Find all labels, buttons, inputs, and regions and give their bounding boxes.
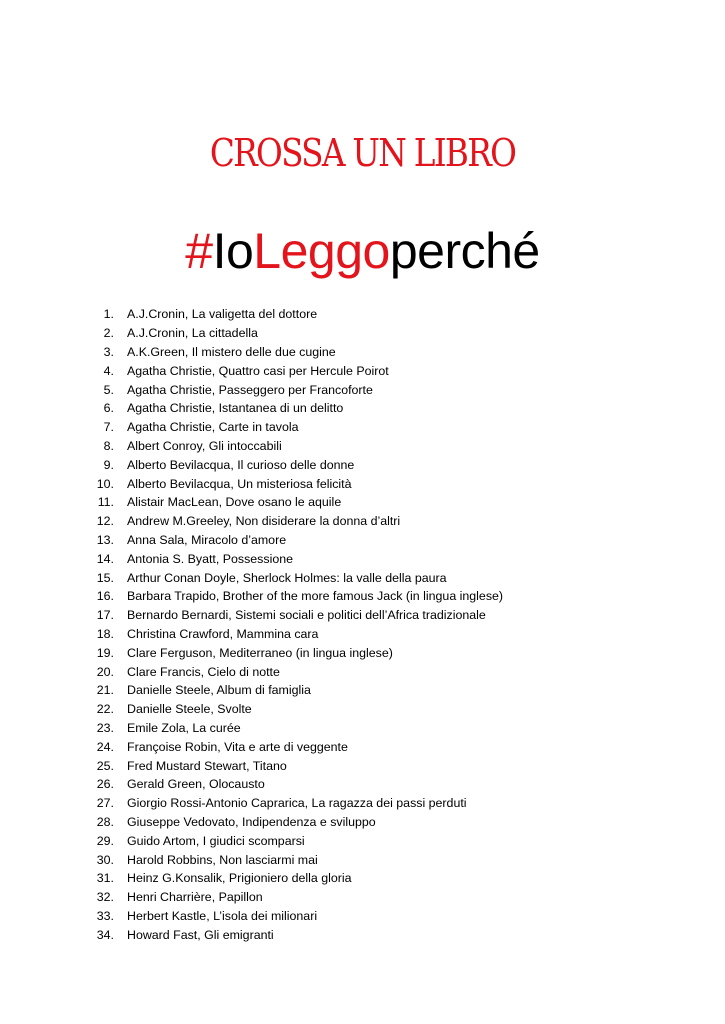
list-item-text: Alberto Bevilacqua, Un misteriosa felicità xyxy=(127,476,352,491)
list-item xyxy=(88,361,688,380)
list-item xyxy=(88,850,688,869)
list-item-text: Arthur Conan Doyle, Sherlock Holmes: la valle della paura xyxy=(127,570,447,585)
list-item-number: 12. xyxy=(96,514,114,529)
list-item-number: 7. xyxy=(103,420,114,435)
hashtag-symbol: # xyxy=(185,223,213,279)
list-item-number: 18. xyxy=(96,626,114,641)
list-item-number: 8. xyxy=(103,438,114,453)
list-item-text: Danielle Steele, Svolte xyxy=(127,702,252,717)
list-item-text: Andrew M.Greeley, Non disiderare la donna d’altri xyxy=(127,514,401,529)
list-item-number: 34. xyxy=(96,927,114,942)
document-title: CROSSA UN LIBRO xyxy=(209,131,516,175)
list-item-text: A.K.Green, Il mistero delle due cugine xyxy=(127,344,336,359)
list-item-text: Clare Ferguson, Mediterraneo (in lingua inglese) xyxy=(127,645,393,660)
list-item xyxy=(88,493,688,512)
list-item-text: Howard Fast, Gli emigranti xyxy=(127,927,274,942)
list-item-number: 22. xyxy=(96,702,114,717)
list-item-number: 33. xyxy=(96,908,114,923)
list-item xyxy=(88,399,688,418)
list-item xyxy=(88,831,688,850)
list-item-text: Antonia S. Byatt, Possessione xyxy=(127,551,293,566)
list-item-text: Heinz G.Konsalik, Prigioniero della gloria xyxy=(127,871,352,886)
list-item xyxy=(88,869,688,888)
list-item xyxy=(88,643,688,662)
list-item-number: 1. xyxy=(103,307,114,322)
list-item xyxy=(88,324,688,343)
list-item-text: Alberto Bevilacqua, Il curioso delle donne xyxy=(127,457,355,472)
list-item-number: 24. xyxy=(96,739,114,754)
list-item xyxy=(88,474,688,493)
list-item-number: 28. xyxy=(96,814,114,829)
hashtag-heading xyxy=(0,219,725,283)
list-item xyxy=(88,531,688,550)
list-item-number: 5. xyxy=(103,382,114,397)
list-item xyxy=(88,455,688,474)
list-item-text: Alistair MacLean, Dove osano le aquile xyxy=(127,495,342,510)
list-item-text: Fred Mustard Stewart, Titano xyxy=(127,758,287,773)
hashtag-word-leggo: Leggo xyxy=(253,223,390,279)
list-item-text: Agatha Christie, Quattro casi per Hercule Poirot xyxy=(127,363,389,378)
list-item xyxy=(88,925,688,944)
list-item-number: 16. xyxy=(96,589,114,604)
list-item-text: Emile Zola, La curée xyxy=(127,720,241,735)
list-item xyxy=(88,568,688,587)
list-item xyxy=(88,549,688,568)
list-item xyxy=(88,907,688,926)
list-item-text: Clare Francis, Cielo di notte xyxy=(127,664,280,679)
list-item-number: 20. xyxy=(96,664,114,679)
list-item-text: Harold Robbins, Non lasciarmi mai xyxy=(127,852,318,867)
list-item-number: 14. xyxy=(96,551,114,566)
list-item-number: 15. xyxy=(96,570,114,585)
list-item xyxy=(88,380,688,399)
list-item xyxy=(88,794,688,813)
list-item xyxy=(88,756,688,775)
list-item-number: 9. xyxy=(103,457,114,472)
list-item-number: 10. xyxy=(96,476,114,491)
list-item-number: 27. xyxy=(96,796,114,811)
list-item-number: 21. xyxy=(96,683,114,698)
list-item-number: 25. xyxy=(96,758,114,773)
list-item-number: 6. xyxy=(103,401,114,416)
list-item-number: 19. xyxy=(96,645,114,660)
list-item-text: Barbara Trapido, Brother of the more famous Jack (in lingua inglese) xyxy=(127,589,504,604)
list-item xyxy=(88,775,688,794)
list-item-number: 4. xyxy=(103,363,114,378)
list-item-text: Agatha Christie, Istantanea di un delitto xyxy=(127,401,344,416)
list-item-text: Guido Artom, I giudici scomparsi xyxy=(127,833,305,848)
list-item xyxy=(88,625,688,644)
list-item xyxy=(88,418,688,437)
list-item-text: A.J.Cronin, La valigetta del dottore xyxy=(127,307,318,322)
list-item-text: Herbert Kastle, L’isola dei milionari xyxy=(127,908,318,923)
list-item xyxy=(88,587,688,606)
list-item xyxy=(88,662,688,681)
list-item-text: Agatha Christie, Carte in tavola xyxy=(127,420,299,435)
list-item xyxy=(88,437,688,456)
list-item xyxy=(88,512,688,531)
list-item-text: Giuseppe Vedovato, Indipendenza e sviluppo xyxy=(127,814,376,829)
list-item-text: A.J.Cronin, La cittadella xyxy=(127,326,258,341)
list-item-text: Giorgio Rossi-Antonio Caprarica, La ragazza dei passi perduti xyxy=(127,796,467,811)
list-item-number: 2. xyxy=(103,326,114,341)
list-item-number: 11. xyxy=(97,495,114,510)
list-item-text: Françoise Robin, Vita e arte di veggente xyxy=(127,739,348,754)
list-item-number: 30. xyxy=(96,852,114,867)
list-item xyxy=(88,343,688,362)
list-item-text: Anna Sala, Miracolo d’amore xyxy=(127,532,287,547)
list-item-text: Bernardo Bernardi, Sistemi sociali e politici dell’Africa tradizionale xyxy=(127,608,486,623)
list-item xyxy=(88,700,688,719)
list-item-text: Albert Conroy, Gli intoccabili xyxy=(127,438,282,453)
list-item-number: 31. xyxy=(96,871,114,886)
list-item-text: Agatha Christie, Passeggero per Francoforte xyxy=(127,382,373,397)
list-item-number: 29. xyxy=(96,833,114,848)
list-item-text: Henri Charrière, Papillon xyxy=(127,890,263,905)
list-item-text: Christina Crawford, Mammina cara xyxy=(127,626,319,641)
book-list xyxy=(88,305,688,944)
hashtag-word-perche: perché xyxy=(389,223,540,279)
list-item xyxy=(88,813,688,832)
list-item xyxy=(88,719,688,738)
list-item-number: 32. xyxy=(96,890,114,905)
list-item-number: 23. xyxy=(96,720,114,735)
list-item xyxy=(88,737,688,756)
list-item-number: 13. xyxy=(96,532,114,547)
hashtag-word-io: Io xyxy=(212,223,254,279)
list-item xyxy=(88,888,688,907)
list-item-text: Gerald Green, Olocausto xyxy=(127,777,265,792)
list-item-number: 3. xyxy=(103,344,114,359)
list-item-number: 26. xyxy=(96,777,114,792)
list-item-number: 17. xyxy=(96,608,114,623)
list-item xyxy=(88,606,688,625)
list-item xyxy=(88,305,688,324)
list-item-text: Danielle Steele, Album di famiglia xyxy=(127,683,311,698)
list-item xyxy=(88,681,688,700)
